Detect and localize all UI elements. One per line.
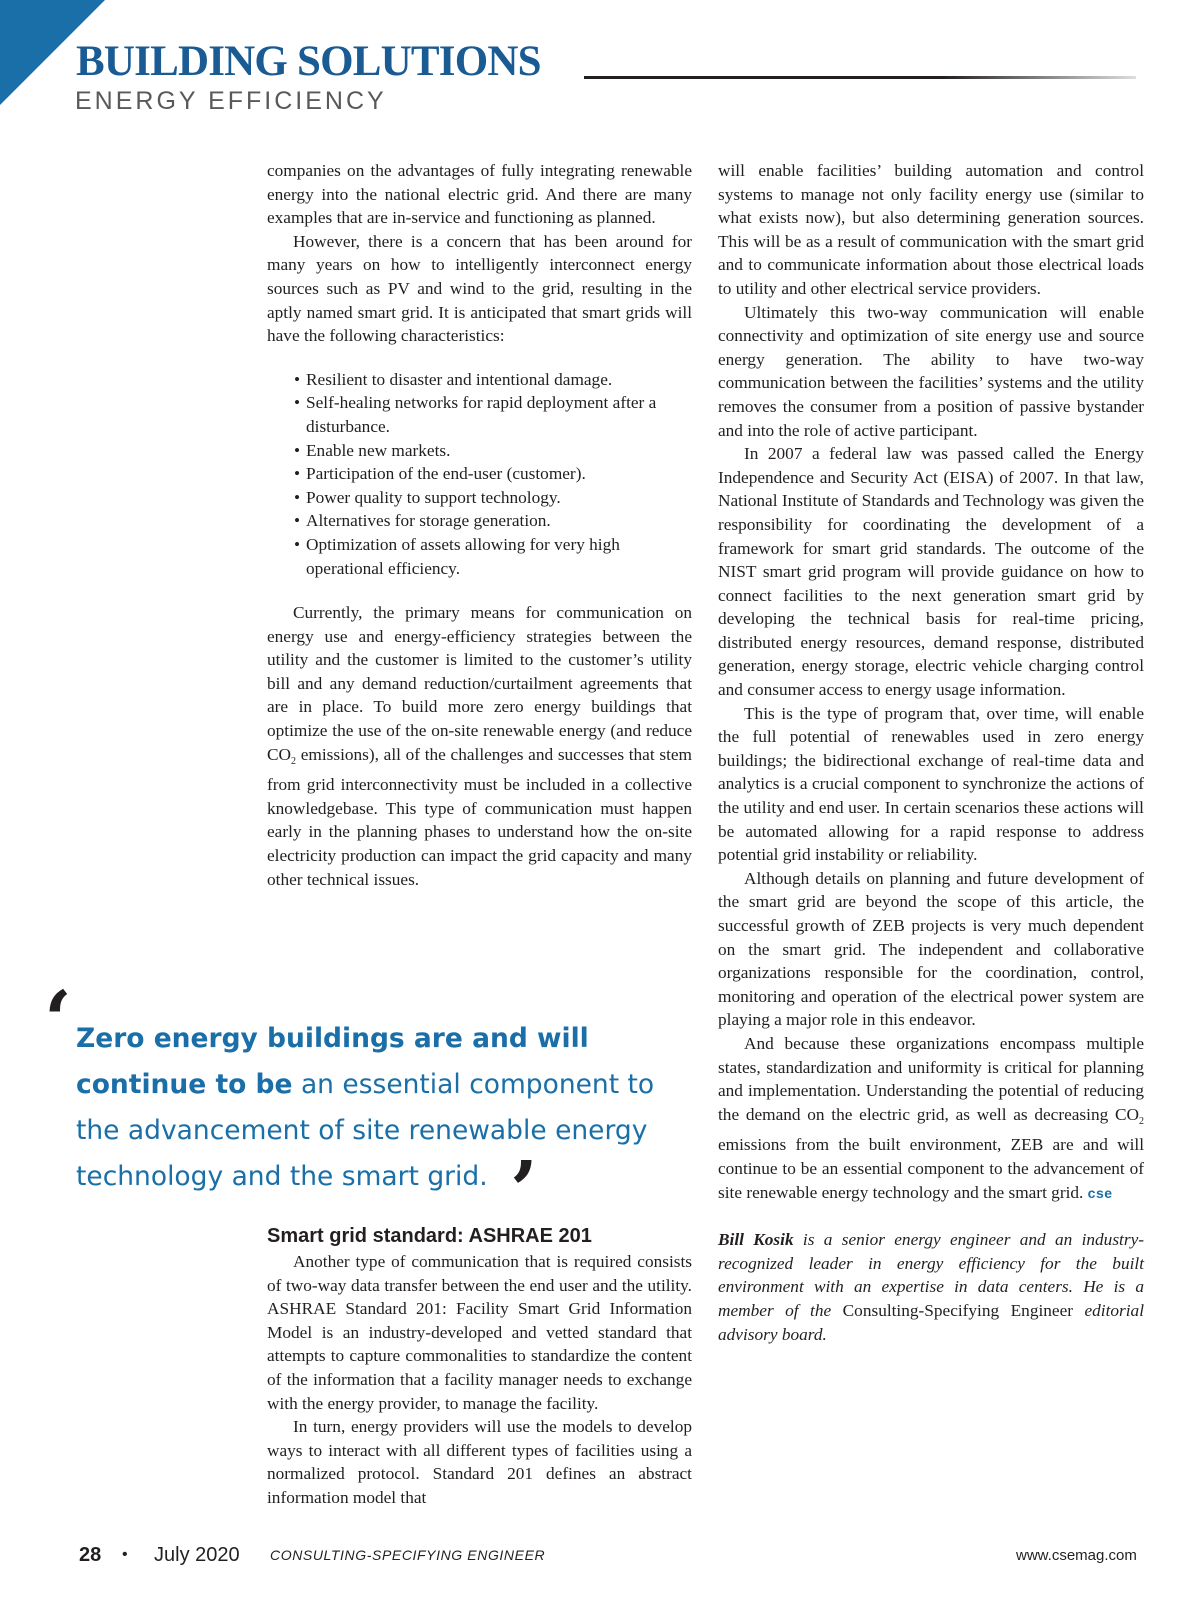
author-bio: Bill Kosik is a senior energy engineer and an industry-recognized leader in energy efficiency for the built environment with an expertise in data centers. He is a member of the Consulting-Specifying Engineer editorial advisory board. <box>718 1230 1144 1344</box>
paragraph: In 2007 a federal law was passed called the Energy Independence and Security Act (EISA) of 2007. In that law, National Institute of Standards and Technology was given the responsibility for coordinating the development of a framework for smart grid standards. The outcome of the NIST smart grid program will provide guidance on how to connect facilities to the next generation smart grid by developing the technical basis for real-time pricing, distributed energy resources, demand response, distributed generation, energy storage, electric vehicle charging control and consumer access to energy usage information. <box>718 444 1144 700</box>
magazine-name: Consulting-Specifying Engineer <box>842 1300 1073 1320</box>
subheading: Smart grid standard: ASHRAE 201 <box>267 1225 592 1247</box>
list-item: • Self-healing networks for rapid deployment after a disturbance. <box>294 391 692 438</box>
left-column-bottom <box>267 1224 692 1510</box>
list-item: • Enable new markets. <box>294 439 692 463</box>
section-title: BUILDING SOLUTIONS <box>76 38 541 85</box>
list-item: • Power quality to support technology. <box>294 486 692 510</box>
paragraph: And because these organizations encompass multiple states, standardization and uniformity is critical for planning and implementation. Understanding the potential of reducing the demand on the electric grid, as well as decreasing $CO_2$ emissions from the built environment, ZEB are and will continue to be an essential component to the advancement of site renewable energy technology and the smart grid. cse <box>718 1033 1144 1202</box>
list-item: • Optimization of assets allowing for very high operational efficiency. <box>294 533 692 580</box>
website-link[interactable]: www.csemag.com <box>1016 1547 1137 1564</box>
page-footer <box>0 1540 1200 1570</box>
author-name: Bill Kosik <box>718 1230 794 1250</box>
cse-end-mark: cse <box>1087 1184 1113 1201</box>
close-quote-mark: ’ <box>510 1143 538 1237</box>
paragraph: Another type of communication that is required consists of two-way data transfer between the end user and the utility. ASHRAE Standard 201: Facility Smart Grid Information Model is an industry-developed and vetted standard that attempts to capture commonalities to standardize the content of the information that a facility manager needs to exchange with the energy provider, to manage the facility. <box>267 1252 692 1413</box>
paragraph: Currently, the primary means for communication on energy use and energy-efficiency strategies between the utility and the customer is limited to the customer’s utility bill and any demand reduction/curtailment agreements that are in place. To build more zero energy buildings that optimize the use of the on-site renewable energy (and reduce $CO_2$ emissions), all of the challenges and successes that stem from grid interconnectivity must be included in a collective knowledgebase. This type of communication must happen early in the planning phases to understand how the on-site electricity production can impact the grid capacity and many other technical issues. <box>267 603 692 889</box>
header-rule <box>584 76 1136 79</box>
paragraph: This is the type of program that, over time, will enable the full potential of renewables used in zero energy buildings; the bidirectional exchange of real-time data and analytics is a crucial component to synchronize the actions of the utility and end user. In certain scenarios these actions will be automated allowing for a rapid response to address potential grid instability or reliability. <box>718 703 1144 865</box>
section-subtitle: ENERGY EFFICIENCY <box>75 87 387 115</box>
list-item: • Alternatives for storage generation. <box>294 509 692 533</box>
pull-quote-bold: Zero energy buildings are and will continue to be <box>76 1023 589 1100</box>
magazine-title: CONSULTING-SPECIFYING ENGINEER <box>270 1547 546 1563</box>
issue-date: July 2020 <box>154 1544 240 1566</box>
pull-quote-rest: an essential component to the advancement of site renewable energy technology and the smart grid. <box>76 1069 655 1192</box>
right-column <box>718 159 1144 1346</box>
page-number: 28 <box>79 1544 102 1566</box>
footer-separator: • <box>122 1546 128 1563</box>
paragraph: Although details on planning and future development of the smart grid are beyond the scope of this article, the successful growth of ZEB projects is very much dependent on the smart grid. The independent and collaborative organizations responsible for the coordination, control, monitoring and operation of the electrical power system are playing a major role in this endeavor. <box>718 868 1144 1030</box>
characteristics-list <box>267 368 692 580</box>
paragraph: companies on the advantages of fully integrating renewable energy into the national electric grid. And there are many examples that are in-service and functioning as planned. <box>267 161 692 228</box>
list-item: • Participation of the end-user (customer). <box>294 462 692 486</box>
paragraph: However, there is a concern that has been around for many years on how to intelligently interconnect energy sources such as PV and wind to the grid, resulting in the aptly named smart grid. It is anticipated that smart grids will have the following characteristics: <box>267 231 692 346</box>
pull-quote <box>76 1016 686 1200</box>
open-quote-mark: ‘ <box>44 973 72 1067</box>
paragraph: In turn, energy providers will use the models to develop ways to interact with all different types of facilities using a normalized protocol. Standard 201 defines an abstract information model that <box>267 1417 692 1507</box>
left-column-top <box>267 159 692 891</box>
list-item: • Resilient to disaster and intentional damage. <box>294 368 692 392</box>
paragraph: will enable facilities’ building automation and control systems to manage not only facility energy use (similar to what exists now), but also determining generation sources. This will be as a result of communication with the smart grid and to communicate information about those electrical loads to utility and other electrical service providers. <box>718 161 1144 298</box>
paragraph: Ultimately this two-way communication will enable connectivity and optimization of site energy use and source energy generation. The ability to have two-way communication between the facilities’ systems and the utility removes the consumer from a position of passive bystander and into the role of active participant. <box>718 302 1144 440</box>
